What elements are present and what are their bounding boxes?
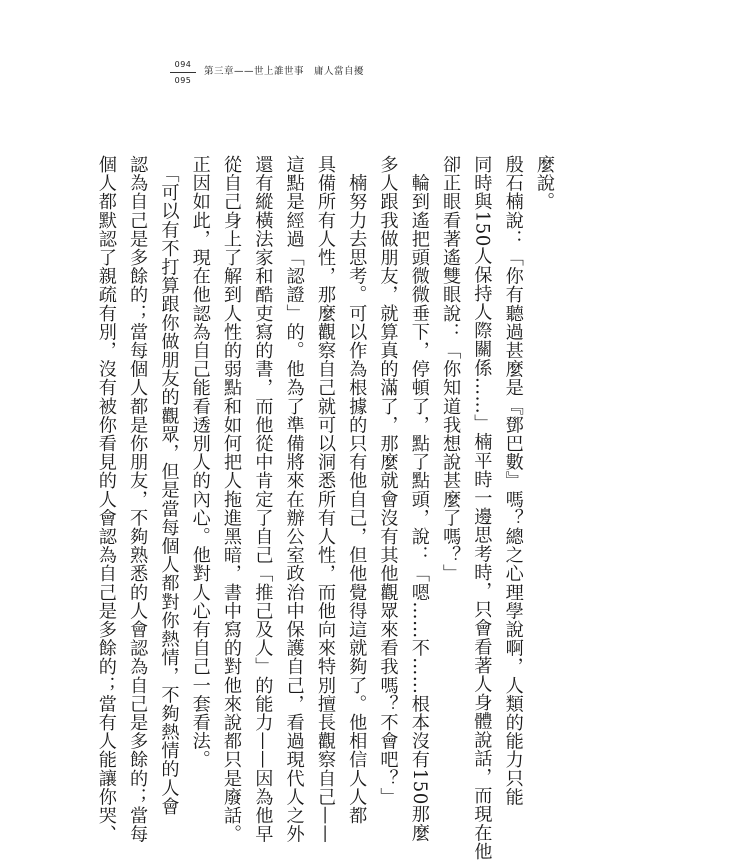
text-column: 麼說。: [534, 155, 555, 211]
text-column: 同時與150人保持人際關係……」楠平時一邊思考時，只會看著人身體說話，而現在他: [471, 155, 493, 861]
text-column: 卻正眼看著遙雙眼說：「你知道我想說甚麼了嗎？」: [440, 155, 462, 583]
text-column: 從自己身上了解到人性的弱點和如何把人拖進黑暗，書中寫的對他來說都只是廢話。: [221, 155, 243, 844]
page-number-right: 095: [174, 76, 192, 85]
page-number-divider: [170, 72, 196, 73]
text-column: 「可以有不打算跟你做朋友的觀眾，但是當每個人都對你熱情，不夠熱情的人會: [158, 155, 180, 816]
text-column: 殷石楠說：「你有聽過甚麼是『鄧巴數』嗎？總之心理學說啊，人類的能力只能: [502, 155, 524, 806]
text-column: 個人都默認了親疏有別，沒有被你看見的人會認為自己是多餘的；當有人能讓你哭、: [95, 155, 117, 844]
text-column: 多人跟我做朋友，就算真的滿了，那麼就會沒有其他觀眾來看我嗎？不會吧？」: [377, 155, 399, 806]
text-column: 這點是經過「認證」的。他為了準備將來在辦公室政治中保護自己，看過現代人之外: [283, 155, 305, 844]
text-column: 楠努力去思考。可以作為根據的只有他自己，但他覺得這就夠了。他相信人人都: [346, 155, 368, 825]
body-text: [91, 155, 560, 861]
page-numbers: [170, 58, 196, 87]
text-column: 認為自己是多餘的；當每個人都是你朋友，不夠熟悉的人會認為自己是多餘的；當每: [127, 155, 149, 844]
text-column: 還有縱橫法家和酷吏寫的書，而他從中肯定了自己「推己及人」的能力——因為他早: [252, 155, 274, 844]
text-column: 輪到遙把頭微微垂下，停頓了，點了點頭，說：「嗯……不……根本沒有150那麼: [408, 155, 430, 842]
page-number-left: 094: [174, 60, 192, 69]
chapter-title: 第三章——世上誰世事 庸人當自擾: [204, 66, 365, 77]
text-column: 具備所有人性，那麼觀察自己就可以洞悉所有人性，而他向來特別擅長觀察自己——: [314, 155, 336, 844]
text-column: 正因如此，現在他認為自己能看透別人的內心。他對人心有自己一套看法。: [189, 155, 211, 769]
